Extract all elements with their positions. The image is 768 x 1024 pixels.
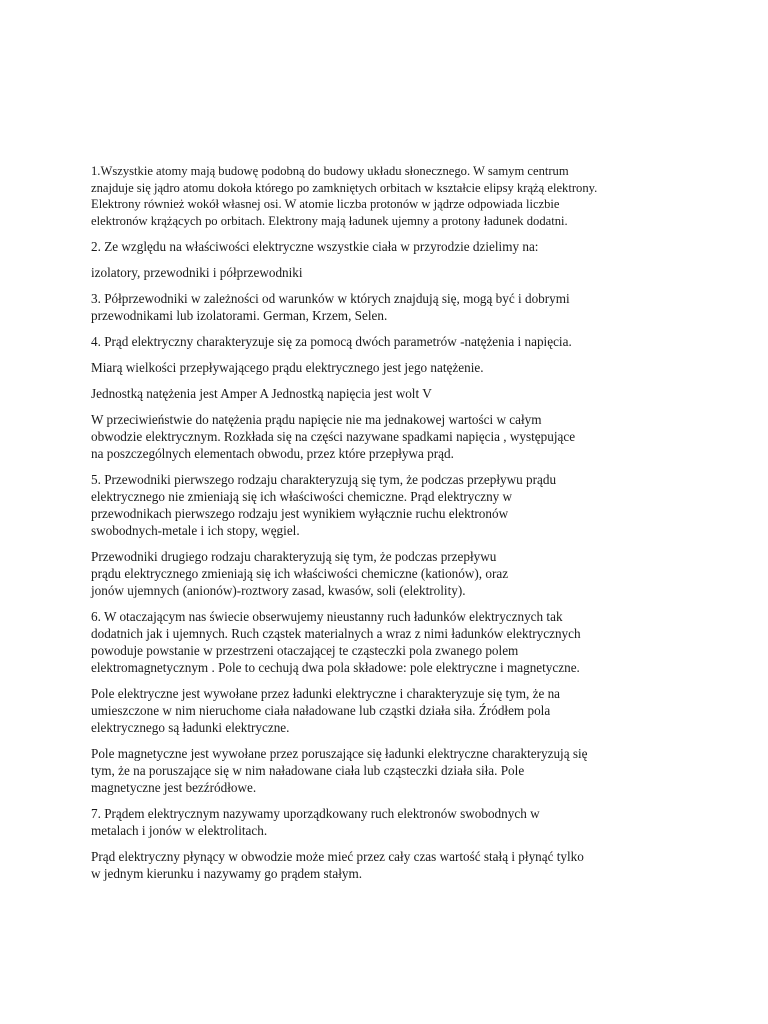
- paragraph-second-kind-conductors: Przewodniki drugiego rodzaju charakteryzują się tym, że podczas przepływu prądu elektrycznego zmieniają się ich właściwości chemiczne (kationów), oraz jonów ujemnych (anionów)-roztwory zasad, kwasów, soli (elektrolity).: [91, 549, 509, 599]
- paragraph-voltage-drops: W przeciwieństwie do natężenia prądu napięcie nie ma jednakowej wartości w całym obwodzie elektrycznym. Rozkłada się na części nazywane spadkami napięcia , występujące na poszczególnych elementach obwodu, przez które przepływa prąd.: [91, 412, 576, 462]
- paragraph-direct-current: Prąd elektryczny płynący w obwodzie może mieć przez cały czas wartość stałą i płynąć tylko w jednym kierunku i nazywamy go prądem stałym.: [91, 849, 584, 882]
- paragraph-semiconductors: 3. Półprzewodniki w zależności od warunków w których znajdują się, mogą być i dobrymi przewodnikami lub izolatorami. German, Krzem, Selen.: [91, 291, 570, 324]
- paragraph-material-classes: izolatory, przewodniki i półprzewodniki: [91, 265, 303, 281]
- paragraph-electromagnetic-field: 6. W otaczającym nas świecie obserwujemy nieustanny ruch ładunków elektrycznych tak dodatnich jak i ujemnych. Ruch cząstek materialnych a wraz z nimi ładunków elektrycznych powoduje powstanie w przestrzeni otaczającej te cząsteczki pola zwanego polem elektromagnetycznym . Pole to cechują dwa pola składowe: pole elektryczne i magnetyczne.: [91, 609, 581, 676]
- paragraph-electric-field: Pole elektryczne jest wywołane przez ładunki elektryczne i charakteryzuje się tym, że na umieszczone w nim nieruchome ciała naładowane lub cząstki działa siła. Źródłem pola elektrycznego są ładunki elektryczne.: [91, 686, 561, 736]
- paragraph-material-classes-intro: 2. Ze względu na właściwości elektryczne wszystkie ciała w przyrodzie dzielimy na:: [91, 239, 539, 255]
- paragraph-first-kind-conductors: 5. Przewodniki pierwszego rodzaju charakteryzują się tym, że podczas przepływu prądu elektrycznego nie zmieniają się ich właściwości chemiczne. Prąd elektryczny w przewodnikach pierwszego rodzaju jest wynikiem wyłącznie ruchu elektronów swobodnych-metale i ich stopy, węgiel.: [91, 472, 557, 539]
- paragraph-magnetic-field: Pole magnetyczne jest wywołane przez poruszające się ładunki elektryczne charakteryzują się tym, że na poruszające się w nim naładowane ciała lub cząsteczki działa siła. Pole magnetyczne jest bezźródłowe.: [91, 746, 588, 796]
- paragraph-atom-structure: 1.Wszystkie atomy mają budowę podobną do budowy układu słonecznego. W samym centrum znajduje się jądro atomu dokoła którego po zamkniętych orbitach w kształcie elipsy krążą elektrony. Elektrony również wokół własnej osi. W atomie liczba protonów w jądrze odpowiada liczbie elektronów krążących po orbitach. Elektrony mają ładunek ujemny a protony ładunek dodatni.: [91, 164, 598, 228]
- paragraph-current-measure: Miarą wielkości przepływającego prądu elektrycznego jest jego natężenie.: [91, 360, 484, 376]
- paragraph-electric-current-definition: 7. Prądem elektrycznym nazywamy uporządkowany ruch elektronów swobodnych w metalach i jonów w elektrolitach.: [91, 806, 540, 839]
- paragraph-current-parameters: 4. Prąd elektryczny charakteryzuje się za pomocą dwóch parametrów -natężenia i napięcia.: [91, 334, 572, 350]
- document-body: [91, 163, 691, 891]
- paragraph-units: Jednostką natężenia jest Amper A Jednostką napięcia jest wolt V: [91, 386, 432, 402]
